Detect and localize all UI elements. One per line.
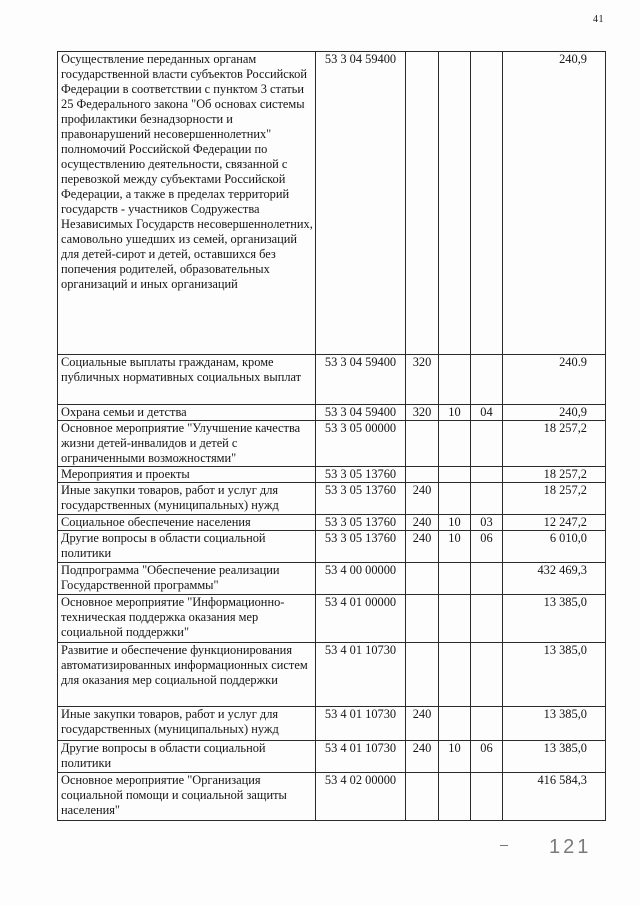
row-expense-type xyxy=(406,467,439,483)
row-section xyxy=(439,483,471,515)
row-subsection xyxy=(471,773,503,821)
row-amount: 12 247,2 xyxy=(503,515,606,531)
row-subsection xyxy=(471,595,503,643)
table-row xyxy=(58,515,606,531)
row-expense-type xyxy=(406,52,439,355)
table-row xyxy=(58,595,606,643)
row-subsection xyxy=(471,483,503,515)
table-row xyxy=(58,421,606,467)
row-subsection xyxy=(471,643,503,707)
row-subsection: 04 xyxy=(471,405,503,421)
table-row xyxy=(58,773,606,821)
row-subsection xyxy=(471,52,503,355)
row-amount: 18 257,2 xyxy=(503,483,606,515)
row-subsection: 06 xyxy=(471,531,503,563)
row-section xyxy=(439,707,471,741)
row-name: Охрана семьи и детства xyxy=(58,405,316,421)
page-number: 41 xyxy=(593,14,604,25)
row-expense-type xyxy=(406,563,439,595)
row-code: 53 4 01 10730 xyxy=(316,643,406,707)
row-amount: 240,9 xyxy=(503,405,606,421)
table-row xyxy=(58,531,606,563)
row-code: 53 3 04 59400 xyxy=(316,52,406,355)
row-section xyxy=(439,563,471,595)
row-code: 53 3 04 59400 xyxy=(316,405,406,421)
row-code: 53 3 05 13760 xyxy=(316,467,406,483)
table-row xyxy=(58,643,606,707)
row-expense-type: 240 xyxy=(406,515,439,531)
row-amount: 240.9 xyxy=(503,355,606,405)
row-subsection: 06 xyxy=(471,741,503,773)
row-code: 53 4 02 00000 xyxy=(316,773,406,821)
row-section: 10 xyxy=(439,531,471,563)
row-code: 53 3 05 13760 xyxy=(316,531,406,563)
row-name: Основное мероприятие "Информационно-техническая поддержка оказания мер социальной поддержки" xyxy=(58,595,316,643)
row-expense-type xyxy=(406,421,439,467)
table-row xyxy=(58,741,606,773)
row-name: Другие вопросы в области социальной политики xyxy=(58,741,316,773)
row-subsection: 03 xyxy=(471,515,503,531)
row-name: Основное мероприятие "Улучшение качества жизни детей-инвалидов и детей с ограниченными возможностями" xyxy=(58,421,316,467)
row-code: 53 4 01 10730 xyxy=(316,741,406,773)
row-expense-type: 240 xyxy=(406,741,439,773)
table-row xyxy=(58,483,606,515)
row-expense-type xyxy=(406,595,439,643)
row-expense-type xyxy=(406,643,439,707)
row-section: 10 xyxy=(439,405,471,421)
budget-table xyxy=(57,51,606,821)
row-amount: 13 385,0 xyxy=(503,741,606,773)
row-amount: 432 469,3 xyxy=(503,563,606,595)
row-subsection xyxy=(471,421,503,467)
row-section xyxy=(439,643,471,707)
row-name: Социальное обеспечение населения xyxy=(58,515,316,531)
row-name: Подпрограмма "Обеспечение реализации Государственной программы" xyxy=(58,563,316,595)
row-name: Социальные выплаты гражданам, кроме публичных нормативных социальных выплат xyxy=(58,355,316,405)
row-name: Основное мероприятие "Организация социальной помощи и социальной защиты населения" xyxy=(58,773,316,821)
row-name: Мероприятия и проекты xyxy=(58,467,316,483)
row-section xyxy=(439,773,471,821)
table-row xyxy=(58,355,606,405)
row-code: 53 3 05 13760 xyxy=(316,483,406,515)
row-expense-type: 240 xyxy=(406,707,439,741)
row-section xyxy=(439,467,471,483)
row-name: Осуществление переданных органам государственной власти субъектов Российской Федерации в соответствии с пунктом 3 статьи 25 Федерального закона "Об основах системы профилактики безнадзорности и правонарушений несовершеннолетних" полномочий Российской Федерации по осуществлению деятельности, связанной с перевозкой между субъектами Российской Федерации, а также в пределах территорий государств - участников Содружества Независимых Государств несовершеннолетних, самовольно ушедших из семей, организаций для детей-сирот и детей, оставшихся без попечения родителей, образовательных организаций и иных организаций xyxy=(58,52,316,355)
row-amount: 13 385,0 xyxy=(503,707,606,741)
row-code: 53 4 01 10730 xyxy=(316,707,406,741)
row-subsection xyxy=(471,467,503,483)
table-row xyxy=(58,405,606,421)
table-row xyxy=(58,707,606,741)
row-code: 53 4 01 00000 xyxy=(316,595,406,643)
row-name: Другие вопросы в области социальной политики xyxy=(58,531,316,563)
page-stamp: 121 xyxy=(549,836,592,858)
row-name: Иные закупки товаров, работ и услуг для государственных (муниципальных) нужд xyxy=(58,707,316,741)
row-expense-type: 320 xyxy=(406,355,439,405)
row-amount: 240,9 xyxy=(503,52,606,355)
row-code: 53 3 05 00000 xyxy=(316,421,406,467)
stamp-dash xyxy=(500,845,508,846)
table-row xyxy=(58,563,606,595)
table-row xyxy=(58,52,606,355)
row-subsection xyxy=(471,707,503,741)
table-row xyxy=(58,467,606,483)
row-amount: 18 257,2 xyxy=(503,467,606,483)
row-section: 10 xyxy=(439,741,471,773)
row-section xyxy=(439,421,471,467)
row-section xyxy=(439,355,471,405)
row-code: 53 3 04 59400 xyxy=(316,355,406,405)
row-expense-type: 240 xyxy=(406,483,439,515)
row-section xyxy=(439,52,471,355)
row-subsection xyxy=(471,355,503,405)
row-expense-type: 320 xyxy=(406,405,439,421)
row-name: Развитие и обеспечение функционирования автоматизированных информационных систем для оказания мер социальной поддержки xyxy=(58,643,316,707)
row-name: Иные закупки товаров, работ и услуг для государственных (муниципальных) нужд xyxy=(58,483,316,515)
row-amount: 13 385,0 xyxy=(503,595,606,643)
row-amount: 13 385,0 xyxy=(503,643,606,707)
row-code: 53 4 00 00000 xyxy=(316,563,406,595)
row-amount: 416 584,3 xyxy=(503,773,606,821)
row-section: 10 xyxy=(439,515,471,531)
row-subsection xyxy=(471,563,503,595)
row-section xyxy=(439,595,471,643)
row-expense-type xyxy=(406,773,439,821)
row-expense-type: 240 xyxy=(406,531,439,563)
row-amount: 18 257,2 xyxy=(503,421,606,467)
row-code: 53 3 05 13760 xyxy=(316,515,406,531)
row-amount: 6 010,0 xyxy=(503,531,606,563)
